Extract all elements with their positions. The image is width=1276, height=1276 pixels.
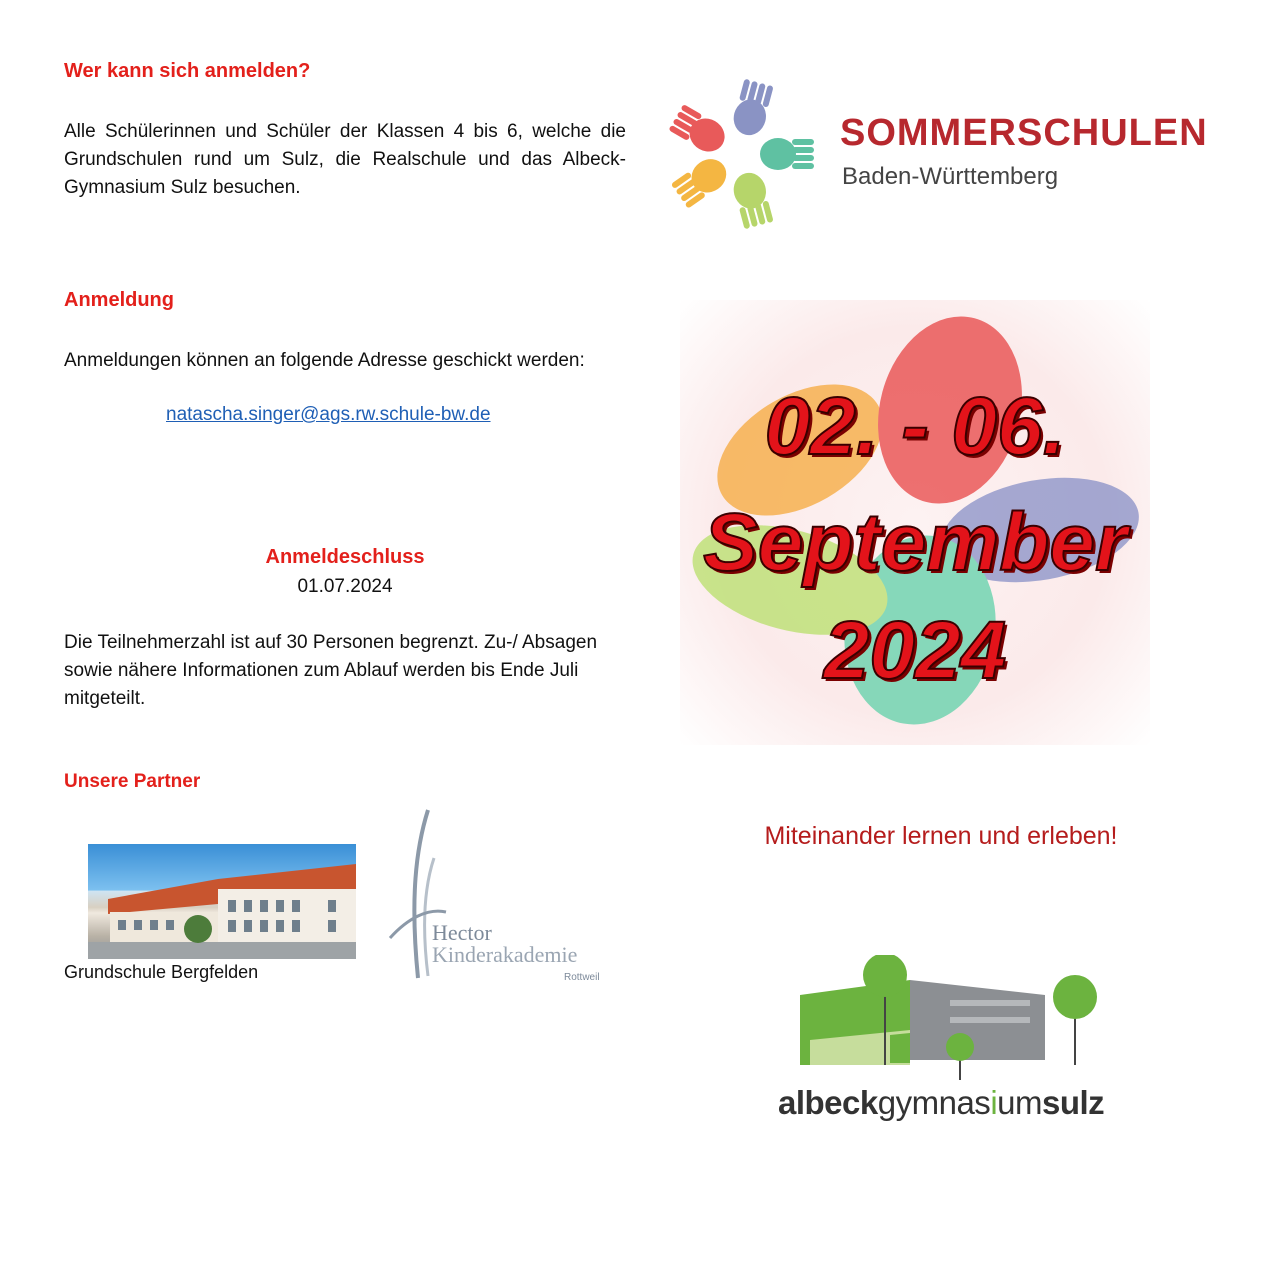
albeck-logo-part2c: um	[997, 1084, 1042, 1121]
albeck-logo-part1: albeck	[778, 1084, 878, 1121]
who-text: Alle Schülerinnen und Schüler der Klassen 4 bis 6, welche die Grundschulen rund um Sulz, die Realschule und das Albeck-Gymnasium Sulz besuchen.	[64, 121, 626, 198]
hand-shape	[730, 169, 775, 229]
hector-subtitle: Kinderakademie	[432, 942, 578, 967]
sommerschulen-hands-logo	[660, 76, 820, 231]
date-year: 2024	[823, 605, 1007, 696]
hector-location: Rottweil	[564, 972, 600, 983]
hand-shape	[668, 103, 731, 158]
hector-name: Hector	[432, 920, 492, 945]
sommerschulen-title: SOMMERSCHULEN	[840, 112, 1208, 154]
albeck-logo-text	[778, 1084, 1104, 1122]
school-photo	[88, 844, 356, 959]
sommerschulen-subtitle: Baden-Württemberg	[842, 163, 1059, 190]
school-caption: Grundschule Bergfelden	[64, 962, 259, 982]
hector-logo	[388, 808, 618, 988]
hand-shape	[760, 138, 814, 170]
signup-text: Anmeldungen können an folgende Adresse geschickt werden:	[64, 350, 585, 371]
date-poster	[680, 300, 1150, 745]
partners-heading: Unsere Partner	[64, 771, 201, 792]
hands-icon	[660, 76, 820, 231]
deadline-heading: Anmeldeschluss	[265, 546, 425, 568]
albeck-logo-graphic	[790, 955, 1120, 1080]
who-heading: Wer kann sich anmelden?	[64, 60, 311, 82]
date-month: September	[703, 497, 1127, 588]
school-building-logo-icon	[790, 955, 1120, 1080]
hand-shape	[730, 78, 775, 138]
motto: Miteinander lernen und erleben!	[764, 822, 1118, 850]
participants-text: Die Teilnehmerzahl ist auf 30 Personen begrenzt. Zu-/ Absagen sowie nähere Informationen zum Ablauf werden bis Ende Juli mitgeteilt.	[64, 632, 598, 709]
albeck-logo-part2a: gymnas	[877, 1084, 991, 1121]
school-building-illustration	[88, 844, 356, 959]
albeck-logo-part3: sulz	[1042, 1084, 1105, 1121]
signup-heading: Anmeldung	[64, 289, 174, 311]
deadline-date: 01.07.2024	[297, 576, 393, 597]
albeck-logo-part2b: i	[990, 1084, 998, 1121]
hand-shape	[670, 152, 733, 209]
signup-email-link[interactable]: natascha.singer@ags.rw.schule-bw.de	[166, 404, 491, 425]
date-range: 02. - 06.	[764, 381, 1066, 472]
